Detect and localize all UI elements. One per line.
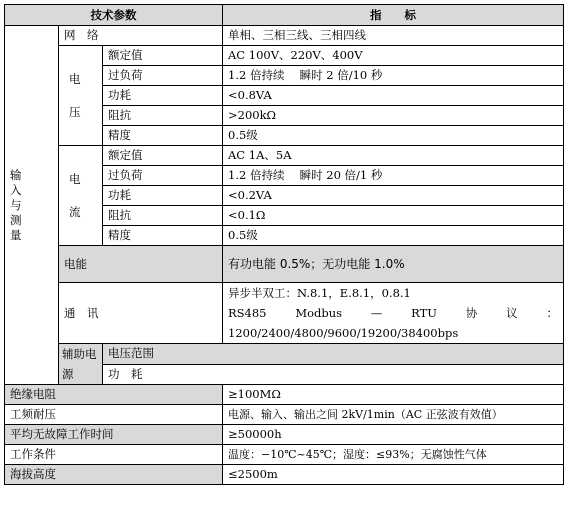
table-row xyxy=(5,425,564,445)
voltage-accuracy-label: 精度 xyxy=(103,126,223,146)
current-group-label: 电 流 xyxy=(59,146,103,246)
network-label: 网 络 xyxy=(59,26,223,46)
current-rated-label: 额定值 xyxy=(103,146,223,166)
voltage-overload-label: 过负荷 xyxy=(103,66,223,86)
mtbf-label: 平均无故障工作时间 xyxy=(5,425,223,445)
mtbf-value: ≥50000h xyxy=(223,425,564,445)
current-power-label: 功耗 xyxy=(103,186,223,206)
table-row xyxy=(5,385,564,405)
table-row xyxy=(5,344,564,365)
table-row xyxy=(5,246,564,283)
spec-table xyxy=(4,4,564,485)
voltage-rated-label: 额定值 xyxy=(103,46,223,66)
aux-voltage-range-label: 电压范围 xyxy=(103,344,564,365)
voltage-impedance-value: >200kΩ xyxy=(223,106,564,126)
network-value: 单相、三相三线、三相四线 xyxy=(223,26,564,46)
voltage-power-label: 功耗 xyxy=(103,86,223,106)
energy-label: 电能 xyxy=(59,246,223,283)
header-spec: 指 标 xyxy=(223,5,564,26)
energy-value: 有功电能 0.5%；无功电能 1.0% xyxy=(223,246,564,283)
insulation-label: 绝缘电阻 xyxy=(5,385,223,405)
comm-value xyxy=(223,283,564,344)
voltage-accuracy-value: 0.5级 xyxy=(223,126,564,146)
header-param: 技术参数 xyxy=(5,5,223,26)
current-rated-value: AC 1A、5A xyxy=(223,146,564,166)
working-conditions-label: 工作条件 xyxy=(5,445,223,465)
voltage-power-value: <0.8VA xyxy=(223,86,564,106)
comm-line-2: RS485 Modbus — RTU 协 议 ： xyxy=(228,306,558,320)
header-row xyxy=(5,5,564,26)
table-row xyxy=(5,46,564,66)
aux-consumption-label: 功 耗 xyxy=(103,364,564,385)
voltage-impedance-label: 阻抗 xyxy=(103,106,223,126)
table-row xyxy=(5,465,564,485)
current-impedance-label: 阻抗 xyxy=(103,206,223,226)
withstand-voltage-value: 电源、输入、输出之间 2kV/1min（AC 正弦波有效值） xyxy=(223,405,564,425)
aux-power-group-label: 辅助电 源 xyxy=(59,344,103,385)
table-row xyxy=(5,146,564,166)
voltage-group-label: 电 压 xyxy=(59,46,103,146)
current-accuracy-label: 精度 xyxy=(103,226,223,246)
withstand-voltage-label: 工频耐压 xyxy=(5,405,223,425)
altitude-label: 海拔高度 xyxy=(5,465,223,485)
input-group-label: 输 入 与 测 量 xyxy=(5,26,59,385)
table-row xyxy=(5,405,564,425)
voltage-rated-value: AC 100V、220V、400V xyxy=(223,46,564,66)
altitude-value: ≤2500m xyxy=(223,465,564,485)
current-overload-value: 1.2 倍持续 瞬时 20 倍/1 秒 xyxy=(223,166,564,186)
current-overload-label: 过负荷 xyxy=(103,166,223,186)
comm-label: 通 讯 xyxy=(59,283,223,344)
voltage-overload-value: 1.2 倍持续 瞬时 2 倍/10 秒 xyxy=(223,66,564,86)
current-power-value: <0.2VA xyxy=(223,186,564,206)
table-row xyxy=(5,26,564,46)
table-row xyxy=(5,445,564,465)
current-impedance-value: <0.1Ω xyxy=(223,206,564,226)
table-row xyxy=(5,283,564,344)
comm-line-1: 异步半双工：N.8.1，E.8.1，0.8.1 xyxy=(228,286,411,300)
insulation-value: ≥100MΩ xyxy=(223,385,564,405)
working-conditions-value: 温度：−10℃~45℃；湿度：≤93%；无腐蚀性气体 xyxy=(223,445,564,465)
comm-line-3: 1200/2400/4800/9600/19200/38400bps xyxy=(228,326,459,340)
current-accuracy-value: 0.5级 xyxy=(223,226,564,246)
